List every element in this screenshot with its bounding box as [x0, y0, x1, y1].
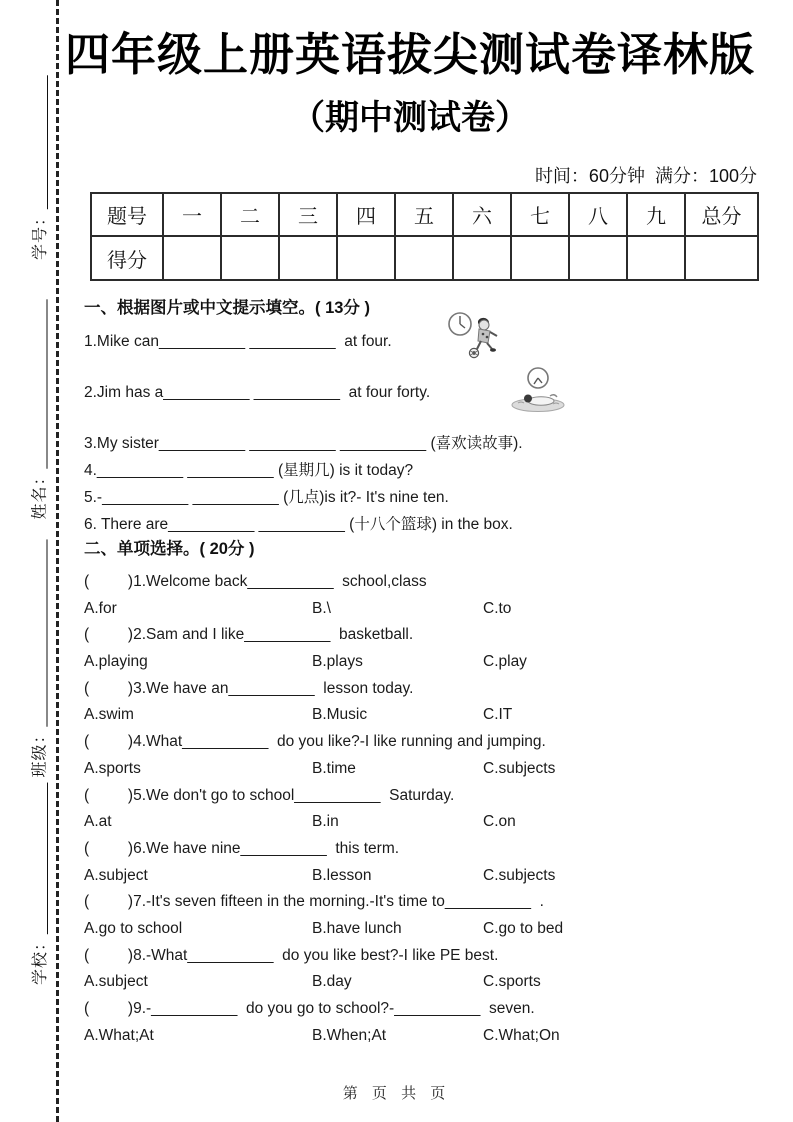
score-table-header-cell: 七 — [511, 193, 569, 236]
name-blank: ___________________ — [31, 299, 49, 469]
mc-question-4: ( )4.What__________ do you like?-I like running and jumping. — [84, 733, 546, 751]
mc-options-7 — [84, 916, 784, 943]
option-a: A.subject — [84, 973, 148, 991]
fill-question-1: 1.Mike can__________ __________ at four. — [84, 333, 392, 350]
score-cell-empty — [163, 236, 221, 280]
score-cell-empty — [453, 236, 511, 280]
fill-question-5: 5.-__________ __________ (几点)is it?- It's nine ten. — [84, 489, 449, 506]
option-c: C.go to bed — [483, 919, 564, 937]
mc-question-9: ( )9.-__________ do you go to school?-__________ seven. — [84, 1000, 535, 1017]
fill-question-2: 2.Jim has a__________ __________ at four forty. — [84, 384, 431, 401]
fill-question-4: 4.__________ __________ (星期几) is it today? — [84, 462, 414, 479]
mc-question-7: ( )7.-It's seven fifteen in the morning.-It's time to__________ . — [84, 893, 544, 911]
clock-and-swimmer-illustration — [509, 367, 567, 415]
score-table-header-cell: 九 — [627, 193, 685, 236]
score-cell-empty — [627, 236, 685, 280]
sidebar-field-class — [27, 539, 49, 778]
score-row-label: 得分 — [91, 236, 163, 280]
option-c: C.subjects — [483, 866, 556, 884]
school-blank: _________________ — [32, 782, 49, 934]
clock-and-football-boy-illustration — [447, 311, 509, 361]
score-cell-empty — [221, 236, 279, 280]
fill-question-6: 6. There are__________ __________ (十八个篮球) in the box. — [84, 516, 513, 533]
class-blank: _____________________ — [31, 539, 49, 727]
score-cell-empty — [685, 236, 758, 280]
mc-options-6 — [84, 863, 784, 890]
option-c: C.subjects — [483, 759, 556, 777]
mc-question-1: ( )1.Welcome back__________ school,class — [84, 573, 427, 590]
option-c: C.play — [483, 653, 527, 671]
option-b: B.time — [312, 759, 356, 777]
football-boy-icon — [469, 318, 497, 358]
left-margin-dashed-line — [56, 0, 59, 1122]
clock-icon — [528, 368, 548, 388]
sidebar-field-name — [27, 299, 49, 520]
score-cell-empty — [569, 236, 627, 280]
score-table-header-cell: 六 — [453, 193, 511, 236]
section2-heading: 二、单项选择。( 20分 ) — [84, 540, 255, 558]
mc-options-3 — [84, 702, 784, 729]
option-b: B.plays — [312, 653, 363, 671]
option-c: C.sports — [483, 973, 541, 991]
option-b: B.in — [312, 813, 339, 831]
score-table-header-cell: 总分 — [685, 193, 758, 236]
score-table-header-cell: 二 — [221, 193, 279, 236]
mc-options-5 — [84, 809, 784, 836]
score-table-header-cell: 八 — [569, 193, 627, 236]
score-table-score-row — [91, 236, 758, 280]
option-a: A.sports — [84, 759, 141, 777]
option-a: A.swim — [84, 706, 134, 724]
score-table-header-cell: 三 — [279, 193, 337, 236]
option-b: B.Music — [312, 706, 368, 724]
page-subtitle: （期中测试卷） — [291, 99, 529, 137]
mc-question-8: ( )8.-What__________ do you like best?-I like PE best. — [84, 946, 499, 964]
score-table-header-cell: 四 — [337, 193, 395, 236]
mc-options-8 — [84, 969, 784, 996]
option-b: B.day — [312, 973, 352, 991]
option-c: C.IT — [483, 706, 513, 724]
option-b: B.have lunch — [312, 919, 402, 937]
option-b: B.When;At — [312, 1026, 387, 1044]
score-cell-empty — [395, 236, 453, 280]
swimmer-icon — [512, 395, 564, 412]
option-b: B.\ — [312, 599, 331, 617]
option-a: A.for — [84, 599, 117, 617]
name-label: 姓名： — [31, 468, 49, 520]
school-label: 学校： — [32, 933, 49, 985]
option-a: A.go to school — [84, 919, 183, 937]
section1-heading: 一、根据图片或中文提示填空。( 13分 ) — [84, 299, 371, 317]
exam-body — [84, 297, 784, 1049]
mc-options-2 — [84, 649, 784, 676]
score-table-header-cell: 题号 — [91, 193, 163, 236]
clock-icon — [449, 313, 471, 335]
student-id-blank: _______________ — [32, 75, 49, 209]
option-a: A.at — [84, 813, 112, 831]
option-c: C.to — [483, 599, 512, 617]
class-label: 班级： — [31, 726, 49, 778]
option-a: A.What;At — [84, 1026, 154, 1044]
fill-question-3: 3.My sister__________ __________ __________ (喜欢读故事). — [84, 435, 523, 452]
mc-options-4 — [84, 756, 784, 783]
score-cell-empty — [511, 236, 569, 280]
mc-options-9 — [84, 1023, 784, 1050]
mc-question-3: ( )3.We have an__________ lesson today. — [84, 679, 414, 697]
score-cell-empty — [337, 236, 395, 280]
score-cell-empty — [279, 236, 337, 280]
score-table-header-cell: 五 — [395, 193, 453, 236]
page-footer: 第 页 共 页 — [342, 1085, 451, 1102]
student-id-label: 学号： — [32, 208, 49, 260]
option-a: A.playing — [84, 653, 148, 671]
sidebar-field-school — [27, 782, 49, 985]
score-table-header-row — [91, 193, 758, 236]
option-c: C.on — [483, 813, 516, 831]
option-a: A.subject — [84, 866, 148, 884]
score-table-header-cell: 一 — [163, 193, 221, 236]
mc-question-5: ( )5.We don't go to school__________ Saturday. — [84, 786, 455, 804]
mc-question-2: ( )2.Sam and I like__________ basketball. — [84, 626, 414, 644]
option-b: B.lesson — [312, 866, 372, 884]
option-c: C.What;On — [483, 1026, 560, 1044]
score-table — [90, 192, 759, 281]
page-title: 四年级上册英语拔尖测试卷译林版 — [64, 29, 755, 80]
sidebar-field-student-id — [27, 75, 49, 260]
mc-question-6: ( )6.We have nine__________ this term. — [84, 839, 400, 857]
mc-options-1 — [84, 596, 784, 623]
exam-time-score-info: 时间：60分钟 满分：100分 — [534, 166, 757, 186]
